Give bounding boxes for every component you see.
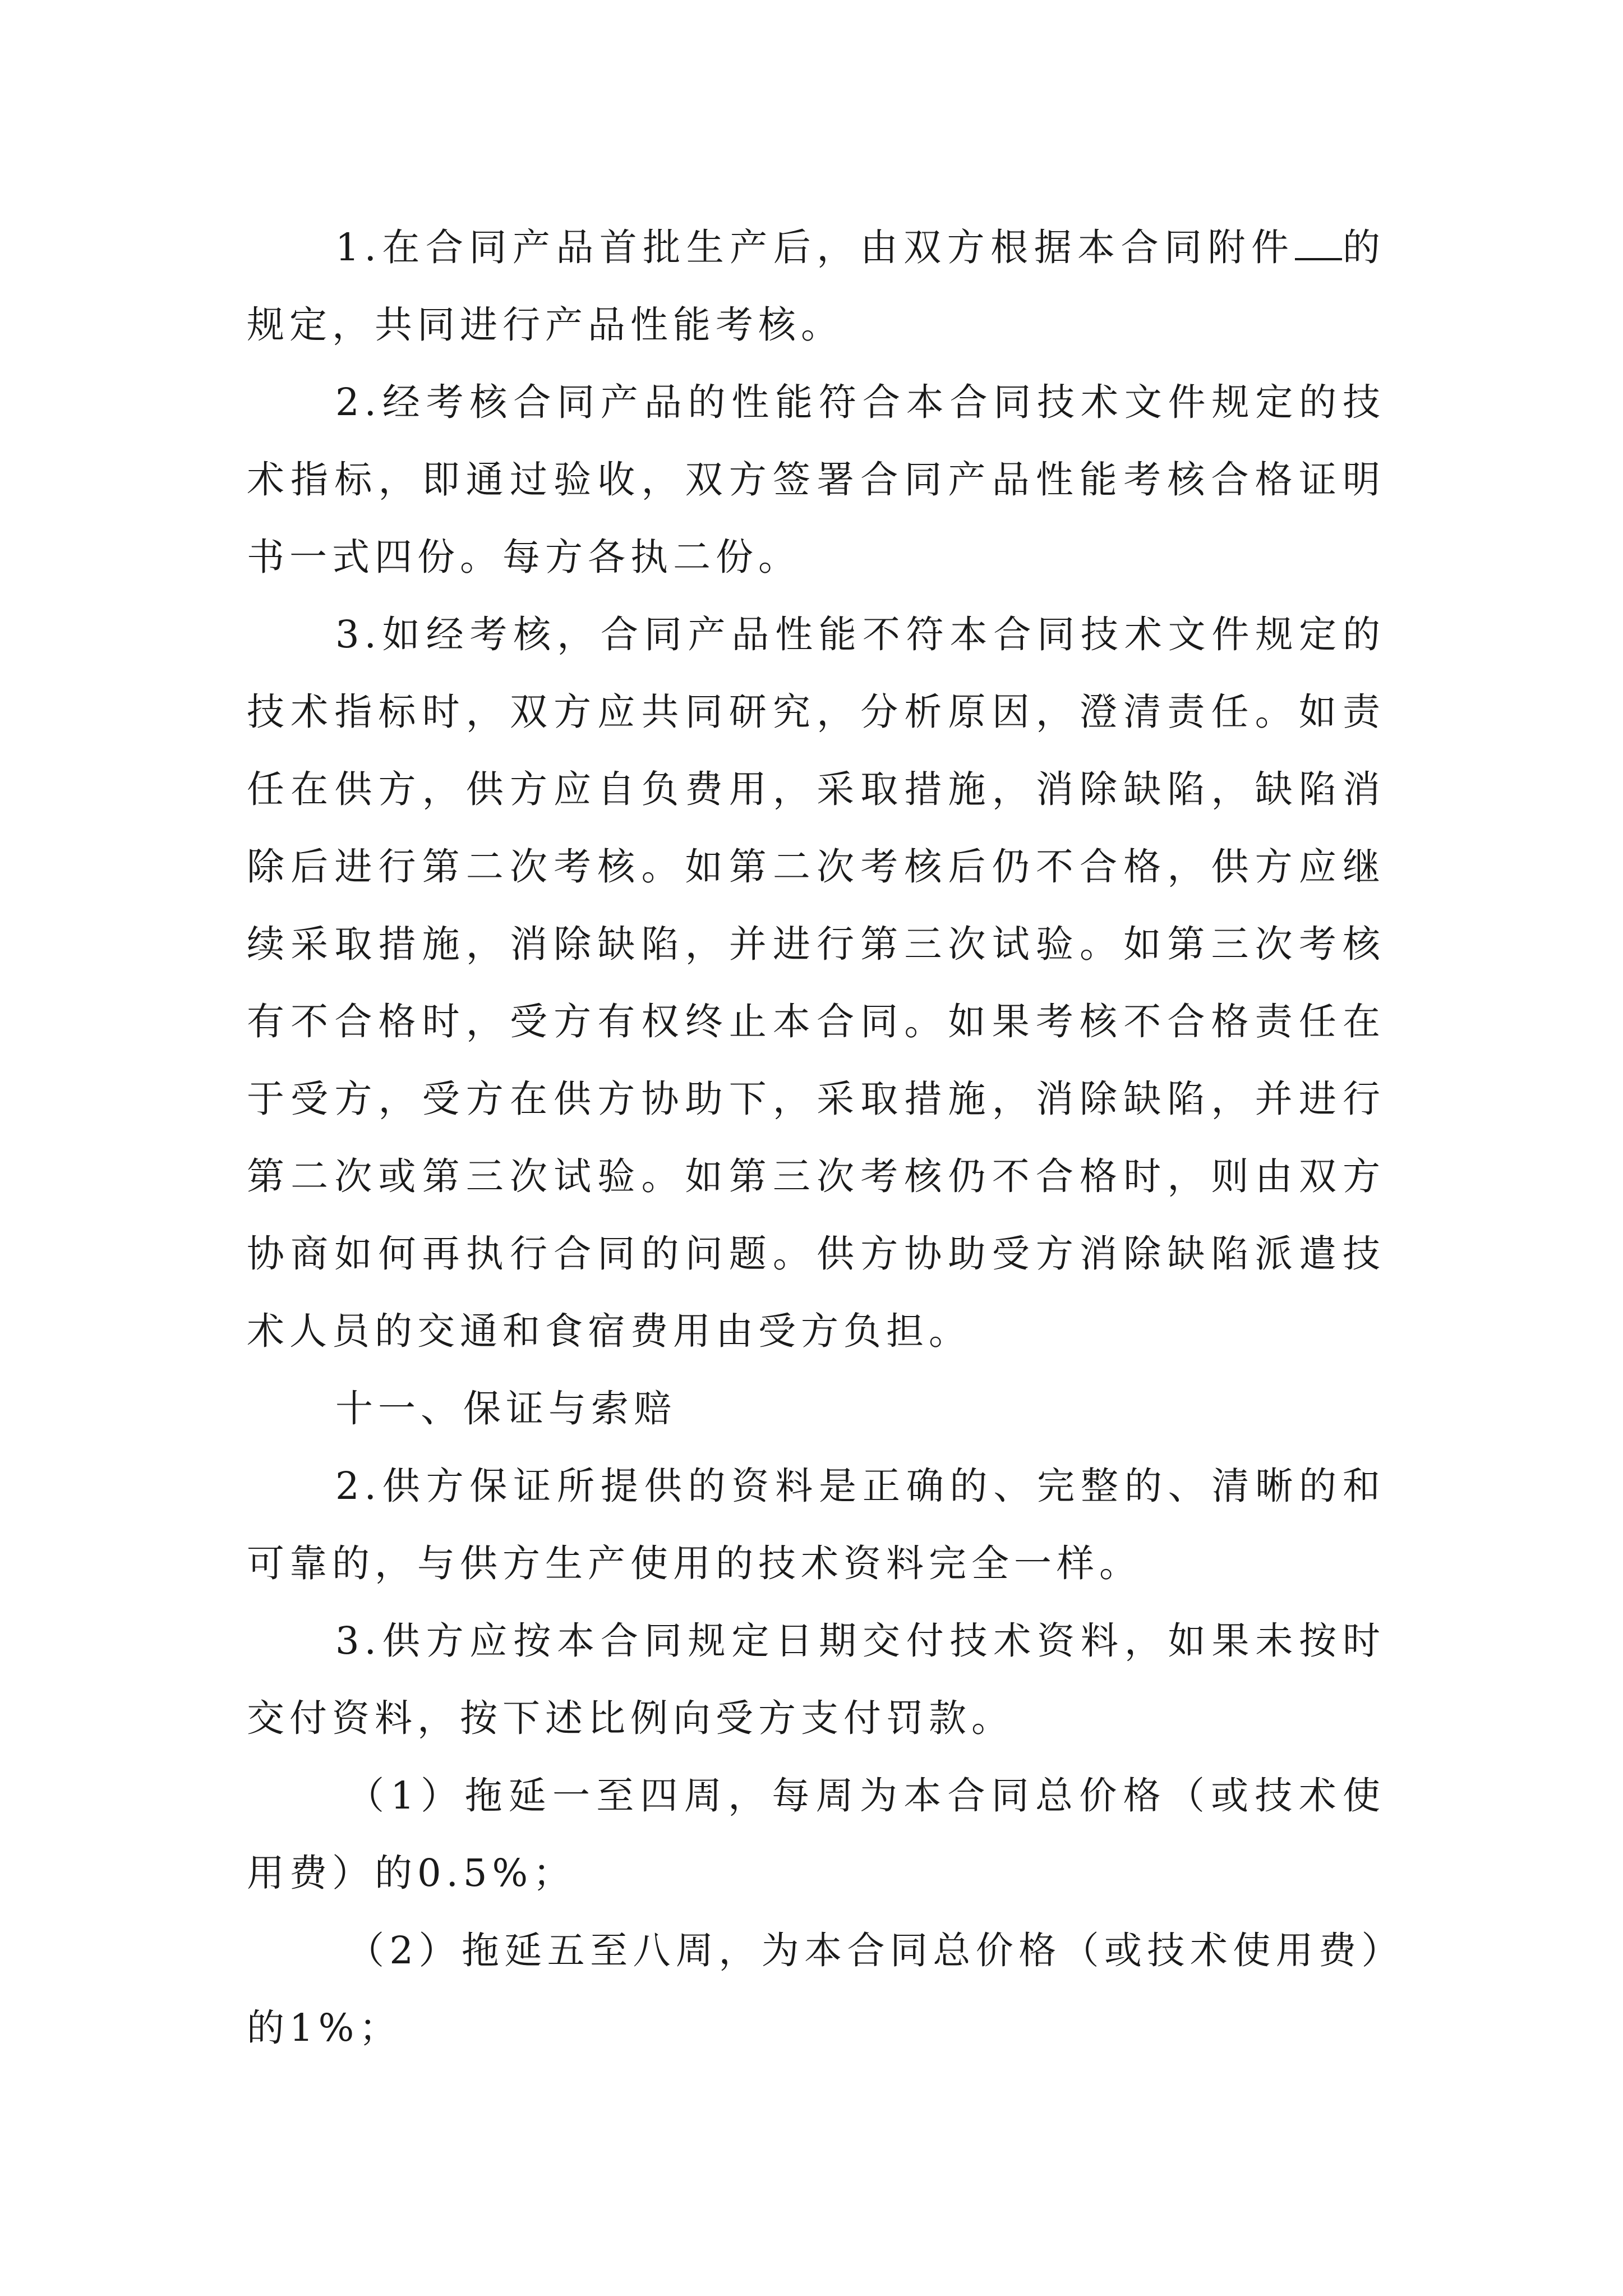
penalty-item-2: （2）拖延五至八周，为本合同总价格（或技术使用费）的1%； [247, 1929, 1385, 2050]
fill-in-blank [1295, 229, 1342, 260]
penalty-item-1: （1）拖延一至四周，每周为本合同总价格（或技术使用费）的0.5%； [247, 1774, 1385, 1895]
warranty-item-3: 3.供方应按本合同规定日期交付技术资料，如果未按时交付资料，按下述比例向受方支付罚款。 [247, 1619, 1385, 1740]
clause-item-2: 2.经考核合同产品的性能符合本合同技术文件规定的技术指标，即通过验收，双方签署合同产品性能考核合格证明书一式四份。每方各执二份。 [247, 380, 1385, 579]
clause-item-3: 3.如经考核，合同产品性能不符本合同技术文件规定的技术指标时，双方应共同研究，分析原因，澄清责任。如责任在供方，供方应自负费用，采取措施，消除缺陷，缺陷消除后进行第二次考核。如第二次考核后仍不合格，供方应继续采取措施，消除缺陷，并进行第三次试验。如第三次考核有不合格时，受方有权终止本合同。如果考核不合格责任在于受方，受方在供方协助下，采取措施，消除缺陷，并进行第二次或第三次试验。如第三次考核仍不合格时，则由双方协商如何再执行合同的问题。供方协助受方消除缺陷派遣技术人员的交通和食宿费用由受方负担。 [247, 613, 1385, 1353]
clause-item-1 [247, 209, 1385, 364]
warranty-item-2: 2.供方保证所提供的资料是正确的、完整的、清晰的和可靠的，与供方生产使用的技术资料完全一样。 [247, 1464, 1385, 1585]
clause-item-1-text-before: 1.在合同产品首批生产后，由双方根据本合同附件 [335, 226, 1295, 269]
section-heading: 十一、保证与索赔 [335, 1387, 676, 1430]
document-body [247, 209, 1385, 2067]
clause-item-1-text-after: 的规定，共同进行产品性能考核。 [247, 226, 1385, 347]
